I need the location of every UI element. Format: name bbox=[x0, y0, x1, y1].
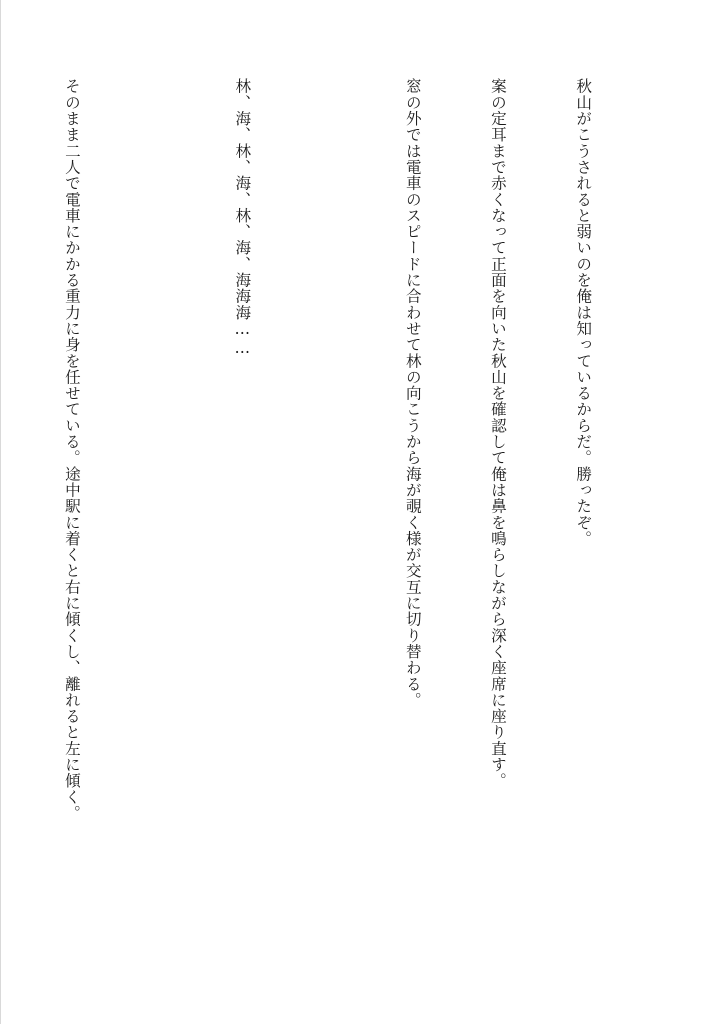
blank-line bbox=[313, 78, 341, 978]
paragraph: 案の定耳まで赤くなって正面を向いた秋山を確認して俺は鼻を鳴らしながら深く座席に座り直す。 bbox=[488, 78, 507, 789]
paragraph: そのまま二人で電車にかかる重力に身を任せている。途中駅に着くと右に傾くし、離れると左に傾く。 bbox=[62, 78, 81, 821]
paragraph: 窓の外では電車のスピードに合わせて林の向こうから海が覗く様が交互に切り替わる。 bbox=[403, 78, 422, 708]
paragraph: 林、海、林、海、林、海、海海海…… bbox=[233, 78, 252, 358]
vertical-text-body bbox=[0, 78, 654, 978]
paragraph bbox=[0, 78, 1, 978]
blank-line bbox=[143, 78, 171, 978]
paragraph: 秋山がこうされると弱いのを俺は知っているからだ。勝ったぞ。 bbox=[574, 78, 593, 547]
